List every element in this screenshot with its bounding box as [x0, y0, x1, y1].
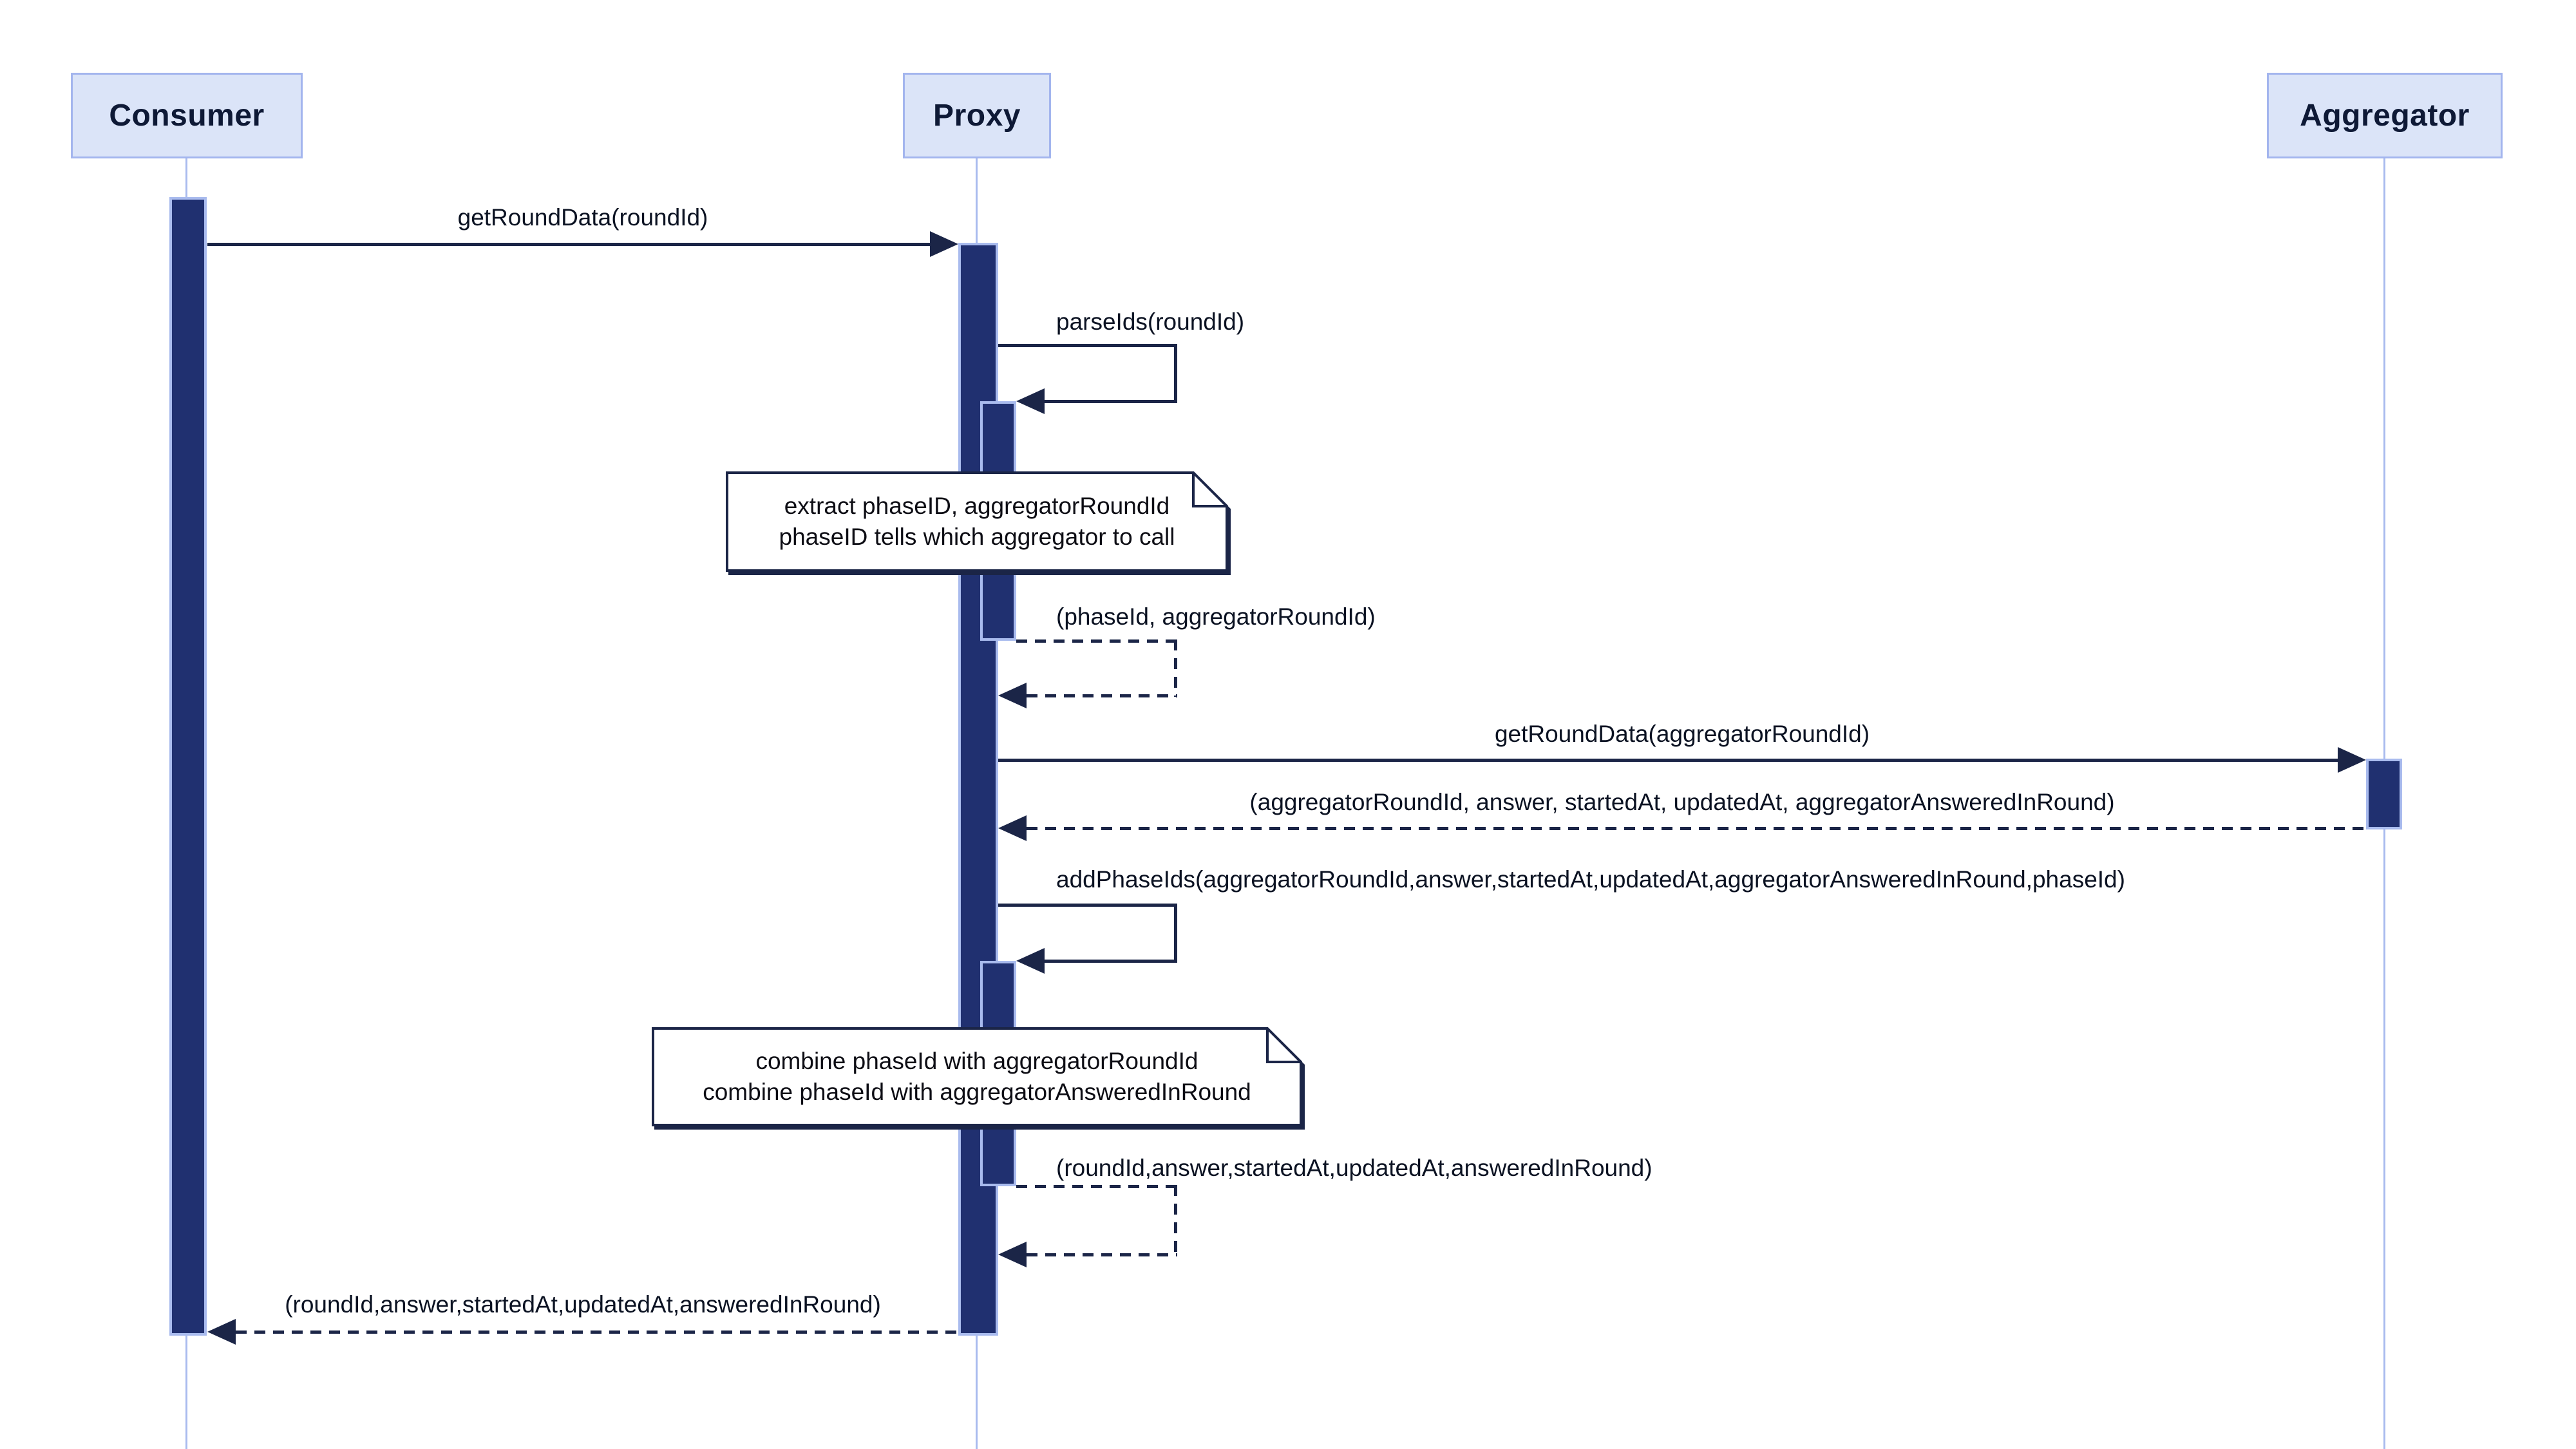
message-label-addPhaseIds: addPhaseIds(aggregatorRoundId,answer,startedAt,updatedAt,aggregatorAnsweredInRound,phaseId): [1056, 866, 2125, 893]
selfreturn-2-side: [1174, 1185, 1177, 1256]
participant-consumer-label: Consumer: [109, 99, 265, 133]
participant-aggregator: [2267, 73, 2503, 158]
message-label-aggregator-return: (aggregatorRoundId, answer, startedAt, updatedAt, aggregatorAnsweredInRound): [1249, 789, 2115, 815]
activation-aggregator: [2366, 759, 2402, 829]
selfreturn-1-top: [1016, 639, 1177, 643]
note-2-line-2: combine phaseId with aggregatorAnsweredInRound: [703, 1079, 1251, 1105]
note-1-line-2: phaseID tells which aggregator to call: [779, 524, 1175, 550]
selfcall-2-side: [1174, 904, 1177, 962]
selfreturn-1-side: [1174, 639, 1177, 697]
note-1-line-1: extract phaseID, aggregatorRoundId: [784, 493, 1170, 519]
arrowhead-left-icon: [998, 1242, 1027, 1267]
note-combine-phaseid: [652, 1027, 1302, 1126]
message-label-roundId-return-self: (roundId,answer,startedAt,updatedAt,answeredInRound): [1056, 1155, 1653, 1181]
message-label-getRoundData-roundId: getRoundData(roundId): [457, 204, 708, 231]
arrow-line-m1: [207, 243, 935, 246]
arrowhead-right-icon: [930, 231, 958, 257]
arrowhead-left-icon: [207, 1319, 236, 1345]
activation-consumer: [169, 197, 207, 1336]
note-extract-phaseid: [726, 471, 1228, 572]
selfreturn-2-bottom: [1027, 1253, 1177, 1256]
arrowhead-left-icon: [998, 683, 1027, 708]
selfcall-1-top: [998, 344, 1177, 347]
selfcall-1-side: [1174, 344, 1177, 403]
arrow-line-m5: [1027, 827, 2366, 830]
selfcall-2-top: [998, 904, 1177, 907]
participant-proxy: [903, 73, 1051, 158]
note-2-text: [652, 1027, 1302, 1126]
arrow-line-m4: [998, 759, 2343, 762]
message-label-getRoundData-aggregatorRoundId: getRoundData(aggregatorRoundId): [1494, 721, 1870, 747]
note-2-line-1: combine phaseId with aggregatorRoundId: [755, 1048, 1198, 1074]
arrowhead-left-icon: [1016, 948, 1045, 974]
selfreturn-1-bottom: [1027, 694, 1177, 697]
selfcall-1-bottom: [1042, 400, 1177, 403]
participant-consumer: [71, 73, 303, 158]
selfreturn-2-top: [1016, 1185, 1177, 1188]
arrowhead-left-icon: [998, 815, 1027, 841]
participant-aggregator-label: Aggregator: [2300, 99, 2470, 133]
selfcall-2-bottom: [1042, 960, 1177, 963]
participant-proxy-label: Proxy: [933, 99, 1021, 133]
arrow-line-m8: [236, 1331, 958, 1334]
message-label-parseIds: parseIds(roundId): [1056, 308, 1245, 335]
arrowhead-left-icon: [1016, 388, 1045, 414]
message-label-roundId-return-final: (roundId,answer,startedAt,updatedAt,answeredInRound): [285, 1291, 881, 1318]
note-1-text: [726, 471, 1228, 572]
arrowhead-right-icon: [2338, 747, 2366, 773]
message-label-phaseId-return: (phaseId, aggregatorRoundId): [1056, 603, 1376, 630]
